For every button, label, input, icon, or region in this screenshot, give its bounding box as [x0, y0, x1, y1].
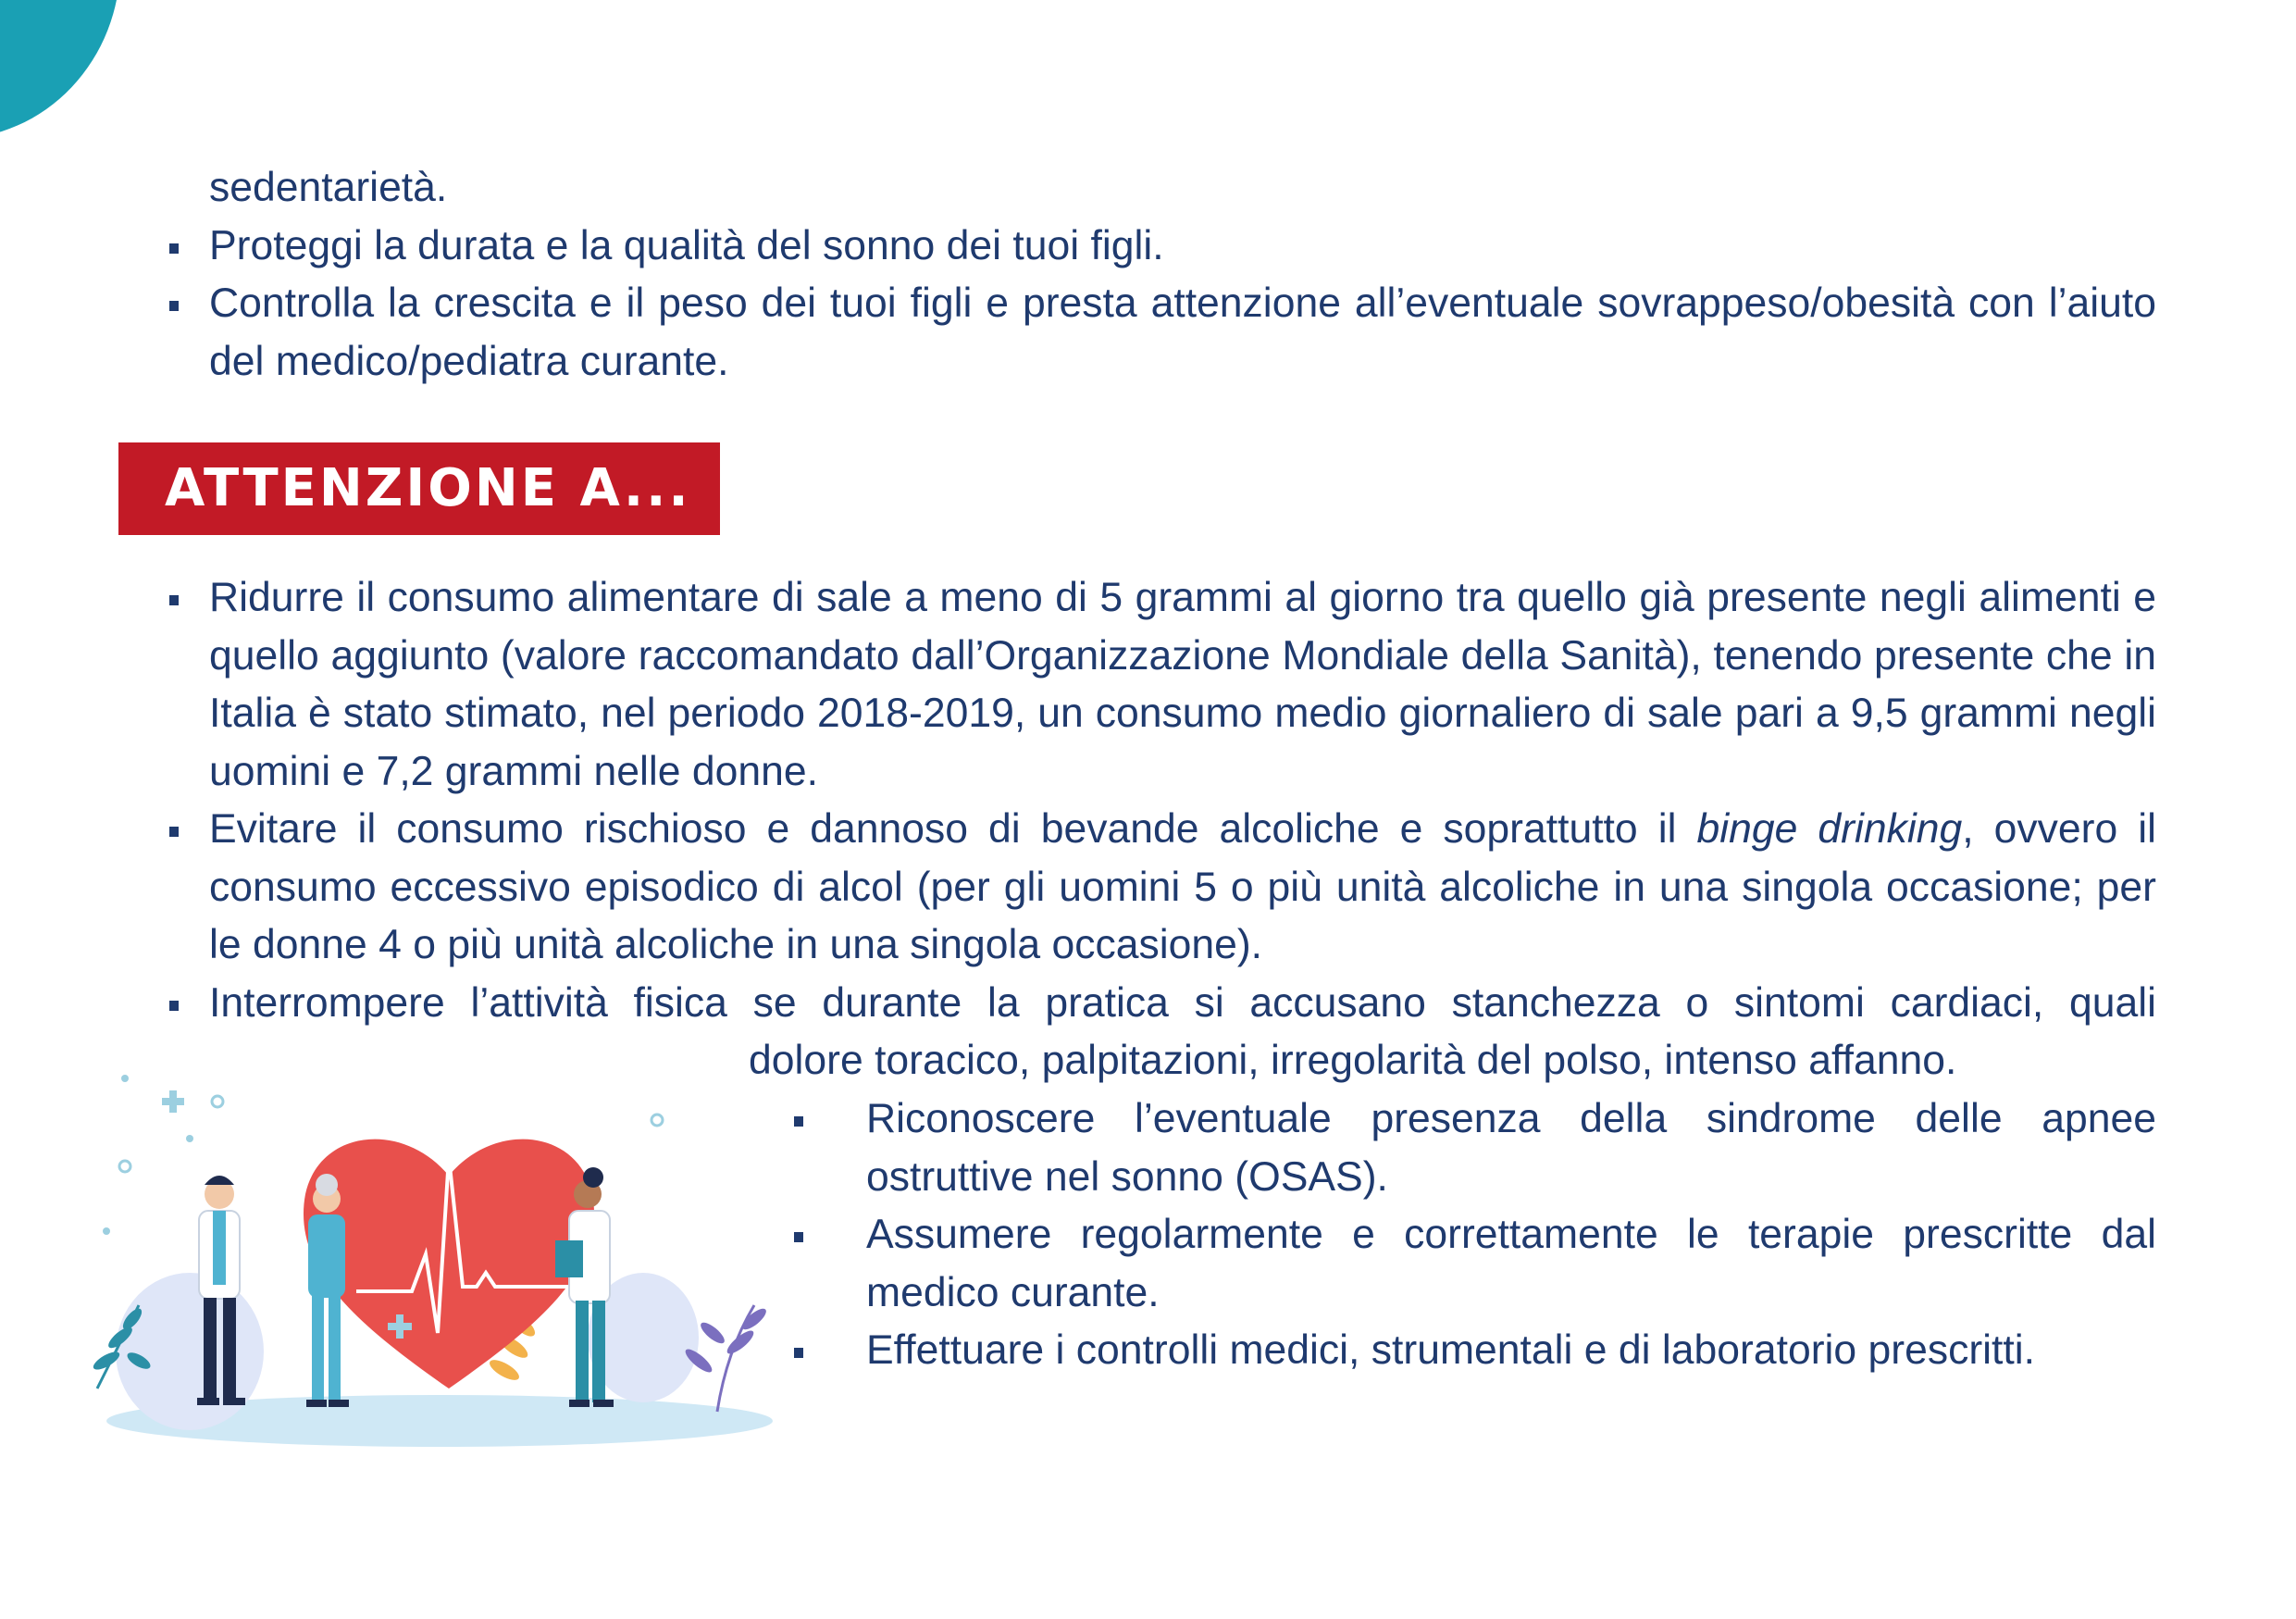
list-item: Evitare il consumo rischioso e dannoso di bevande alcoliche e soprattutto il binge drinking, ovvero il consumo eccessivo episodico di alcol (per gli uomini 5 o più unità alcoliche in una singola occasione; per le donne 4 o più unità alcoliche in una singola occasione). — [167, 801, 2156, 975]
bullet-icon — [794, 1116, 803, 1127]
right-list — [794, 1090, 2156, 1380]
italic-term: binge drinking — [1696, 806, 1963, 852]
bullet-icon — [794, 1232, 803, 1242]
list-item: Controlla la crescita e il peso dei tuoi figli e presta attenzione all’eventuale sovrappeso/obesità con l’aiuto del medico/pediatra curante. — [167, 275, 2156, 391]
bullet-icon — [794, 1348, 803, 1358]
bullet-icon — [169, 301, 179, 311]
list-item: Interrompere l’attività fisica se durante la pratica si accusano stanchezza o sintomi cardiaci, quali dolore toracico, palpitazioni, irregolarità del polso, intenso affanno. — [167, 975, 2156, 1090]
corner-decoration — [0, 0, 120, 139]
section-heading — [118, 442, 720, 535]
main-list — [167, 569, 2156, 1090]
section-heading-text: ATTENZIONE A... — [165, 458, 691, 518]
list-item: Proteggi la durata e la qualità del sonno dei tuoi figli. — [167, 218, 2156, 276]
list-item: Assumere regolarmente e correttamente le terapie prescritte dal medico curante. — [794, 1206, 2156, 1322]
heart-doctors-illustration — [51, 1055, 791, 1453]
bullet-icon — [169, 595, 179, 605]
list-continuation: sedentarietà. — [209, 165, 448, 210]
bullet-icon — [169, 1001, 179, 1011]
list-item: Effettuare i controlli medici, strumentali e di laboratorio prescritti. — [794, 1322, 2156, 1380]
list-item: Riconoscere l’eventuale presenza della sindrome delle apnee ostruttive nel sonno (OSAS). — [794, 1090, 2156, 1206]
list-item: Ridurre il consumo alimentare di sale a meno di 5 grammi al giorno tra quello già presente negli alimenti e quello aggiunto (valore raccomandato dall’Organizzazione Mondiale della Sanità), tenendo presente che in Italia è stato stimato, nel periodo 2018-2019, un consumo medio giornaliero di sale pari a 9,5 grammi negli uomini e 7,2 grammi nelle donne. — [167, 569, 2156, 801]
top-list — [167, 159, 2156, 391]
bullet-icon — [169, 243, 179, 254]
bullet-icon — [169, 827, 179, 837]
